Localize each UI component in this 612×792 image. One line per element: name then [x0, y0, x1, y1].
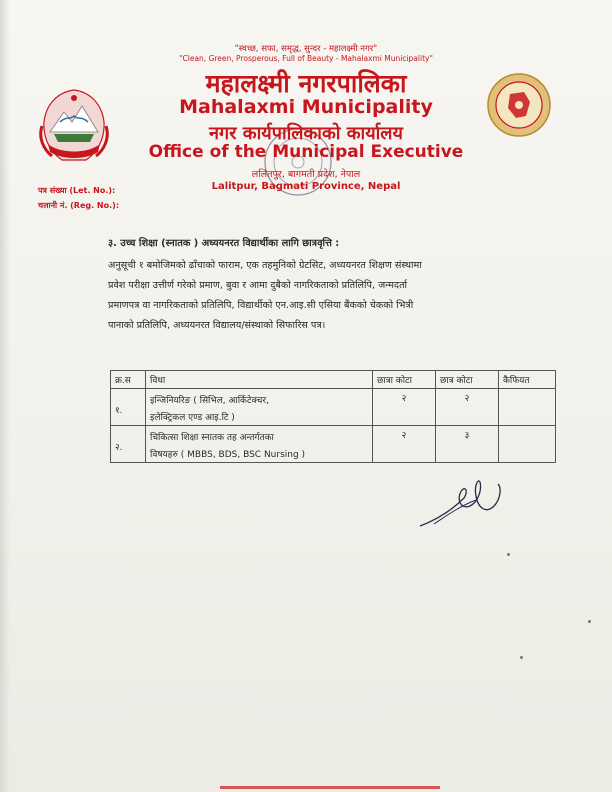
municipality-name-english: Mahalaxmi Municipality — [179, 96, 433, 118]
subject-line-2: विषयहरु ( MBBS, BDS, BSC Nursing ) — [150, 450, 306, 460]
body-line-4: पानाको प्रतिलिपि, अध्ययनरत विद्यालय/संस्थाको सिफारिस पत्र। — [108, 320, 326, 331]
header-girls-quota: छात्रा कोटा — [373, 371, 436, 389]
scan-speck — [520, 656, 523, 659]
signature-mark — [416, 476, 516, 532]
office-name-nepali: नगर कार्यपालिकाको कार्यालय — [209, 123, 403, 144]
office-name-english: Office of the Municipal Executive — [148, 142, 464, 162]
table-row — [111, 389, 556, 426]
registration-number-label: चलानी नं. (Reg. No.): — [38, 201, 120, 210]
body-line-1: अनुसूची १ बमोजिमको ढाँचाको फाराम, एक तहमुनिको ग्रेटसिट, अध्ययनरत शिक्षण संस्थामा — [108, 260, 422, 271]
municipality-name-nepali: महालक्ष्मी नगरपालिका — [205, 69, 407, 98]
letter-number-label: पत्र संख्या (Let. No.): — [38, 186, 116, 195]
header-boys-quota: छात्र कोटा — [436, 371, 499, 389]
footer-edge-mark — [220, 786, 440, 789]
row-girls-quota: २ — [373, 389, 436, 426]
header-subject: विधा — [146, 371, 373, 389]
address-nepali: ललितपुर, बागमती प्रदेश, नेपाल — [251, 169, 361, 180]
row-serial: १. — [111, 389, 146, 426]
scholarship-quota-table — [110, 370, 556, 463]
subject-line-1: चिकित्सा शिक्षा स्नातक तह अन्तर्गतका — [150, 433, 274, 443]
scan-speck — [507, 553, 510, 556]
table-row — [111, 426, 556, 463]
section-heading: ३. उच्च शिक्षा (स्नातक ) अध्ययनरत विद्यार्थीका लागि छात्रवृत्ति : — [108, 238, 340, 249]
row-boys-quota: २ — [436, 389, 499, 426]
address-english: Lalitpur, Bagmati Province, Nepal — [211, 181, 401, 192]
row-remarks — [499, 389, 556, 426]
row-subject — [146, 426, 373, 463]
scan-speck — [588, 620, 591, 623]
row-girls-quota: २ — [373, 426, 436, 463]
header-serial: क्र.स — [111, 371, 146, 389]
body-line-3: प्रमाणपत्र वा नागरिकताको प्रतिलिपि, विद्यार्थीको एन.आइ.सी एसिया बैंकको चेकको भित्री — [108, 300, 414, 311]
row-serial: २. — [111, 426, 146, 463]
scan-edge-shadow — [0, 0, 10, 792]
row-boys-quota: ३ — [436, 426, 499, 463]
subject-line-1: इन्जिनियरिङ ( सिभिल, आर्किटेक्चर, — [150, 396, 269, 406]
header-remarks: कैफियत — [499, 371, 556, 389]
row-subject — [146, 389, 373, 426]
slogan-english: "Clean, Green, Prosperous, Full of Beauty - Mahalaxmi Municipality" — [179, 54, 433, 63]
subject-line-2: इलेक्ट्रिकल एण्ड आइ.टि ) — [150, 413, 235, 423]
row-remarks — [499, 426, 556, 463]
table-header-row — [111, 371, 556, 389]
slogan-nepali: "स्वच्छ, सफा, समृद्ध, सुन्दर - महालक्ष्मी नगर" — [234, 44, 378, 54]
body-line-2: प्रवेश परीक्षा उत्तीर्ण गरेको प्रमाण, बुवा र आमा दुबैको नागरिकताको प्रतिलिपि, जन्मदर्ता — [108, 280, 408, 291]
